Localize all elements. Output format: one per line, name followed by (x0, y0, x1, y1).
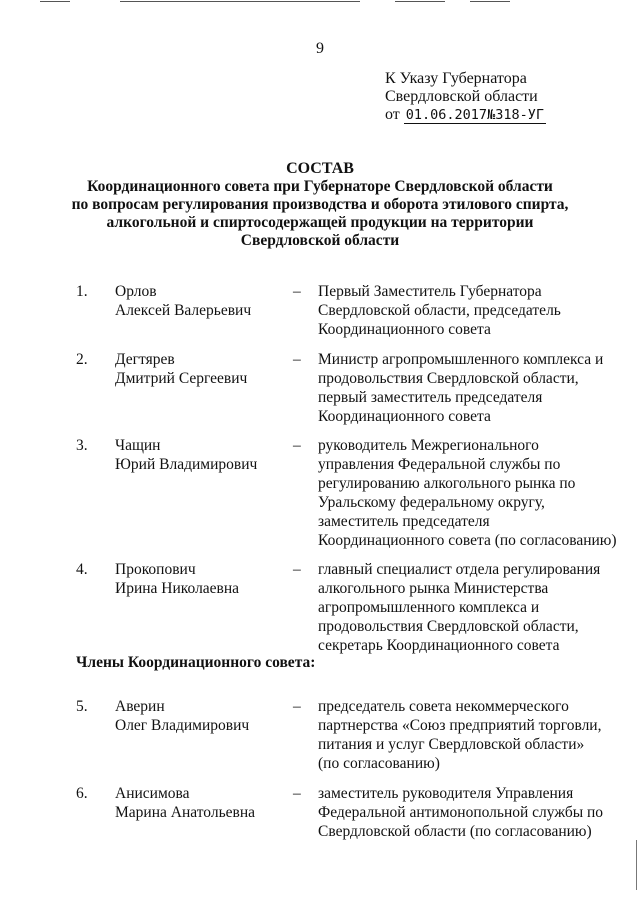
decree-date-value: 01.06.2017 (405, 107, 488, 123)
scan-edge-right (636, 840, 637, 890)
scan-edge-top (0, 0, 640, 6)
member-surname: Аверин (115, 698, 165, 715)
member-number: 4. (76, 561, 88, 578)
member-name (115, 784, 255, 822)
decree-number: 318-УГ (495, 107, 544, 123)
title-line-2: по вопросам регулирования производства и оборота этилового спирта, (71, 196, 569, 213)
member-role-line: секретарь Координационного совета (318, 637, 560, 654)
member-role-line: алкогольного рынка Министерства (318, 580, 549, 597)
member-role (318, 436, 617, 550)
member-role (318, 560, 613, 655)
title-line-3: алкогольной и спиртосодержащей продукции на территории (106, 214, 534, 231)
member-dash: – (293, 283, 301, 300)
member-role (318, 350, 613, 426)
member-name (115, 436, 257, 474)
member-role-line: руководитель Межрегионального (318, 437, 539, 454)
member-role-line: Свердловской области (по согласованию) (318, 823, 592, 840)
title-main: СОСТАВ (286, 160, 354, 177)
member-role (318, 697, 613, 773)
member-role-line: агропромышленного комплекса и (318, 599, 540, 616)
member-number: 5. (76, 698, 88, 715)
member-given-name: Ирина Николаевна (115, 580, 240, 597)
member-name (115, 350, 247, 388)
member-role-line: питания и услуг Свердловской области» (318, 736, 585, 753)
title-line-1: Координационного совета при Губернаторе Свердловской области (87, 178, 553, 195)
member-given-name: Дмитрий Сергеевич (115, 370, 248, 387)
title-line-4: Свердловской области (240, 232, 400, 249)
member-role-line: Координационного совета (318, 408, 491, 425)
member-surname: Анисимова (115, 785, 190, 802)
member-role-line: продовольствия Свердловской области, (318, 370, 579, 387)
member-dash: – (293, 698, 301, 715)
member-number: 2. (76, 351, 88, 368)
member-name (115, 282, 251, 320)
member-number: 1. (76, 283, 88, 300)
member-dash: – (293, 351, 301, 368)
member-role-line: главный специалист отдела регулирования (318, 561, 601, 578)
member-role-line: Свердловской области, председатель (318, 302, 561, 319)
member-name (115, 560, 239, 598)
decree-line-2: Свердловской области (385, 88, 538, 105)
member-role-line: регулированию алкогольного рынка по (318, 475, 576, 492)
member-dash: – (293, 785, 301, 802)
member-role-line: заместитель председателя (318, 513, 490, 530)
member-name (115, 697, 249, 735)
page-number: 9 (316, 40, 324, 57)
member-role-line: управления Федеральной службы по (318, 456, 561, 473)
member-role-line: председатель совета некоммерческого (318, 698, 569, 715)
member-given-name: Олег Владимирович (115, 717, 250, 734)
member-dash: – (293, 561, 301, 578)
member-surname: Прокопович (115, 561, 196, 578)
member-role-line: продовольствия Свердловской области, (318, 618, 579, 635)
decree-reference (385, 70, 546, 124)
member-role-line: Координационного совета (318, 321, 491, 338)
member-surname: Дегтярев (115, 351, 175, 368)
decree-date (404, 107, 546, 124)
member-dash: – (293, 437, 301, 454)
member-surname: Чащин (115, 437, 161, 454)
decree-line-1: К Указу Губернатора (385, 70, 527, 87)
member-role-line: первый заместитель председателя (318, 389, 543, 406)
member-given-name: Алексей Валерьевич (115, 302, 252, 319)
member-role-line: заместитель руководителя Управления (318, 785, 574, 802)
member-role-line: Уральскому федеральному округу, (318, 494, 545, 511)
member-number: 6. (76, 785, 88, 802)
member-role-line: Министр агропромышленного комплекса и (318, 351, 604, 368)
section-heading: Члены Координационного совета: (76, 654, 316, 671)
member-role-line: партнерства «Союз предприятий торговли, (318, 717, 602, 734)
member-given-name: Марина Анатольевна (115, 804, 256, 821)
member-role-line: Первый Заместитель Губернатора (318, 283, 542, 300)
member-surname: Орлов (115, 283, 157, 300)
member-role-line: Федеральной антимонопольной службы по (318, 804, 604, 821)
decree-from-label: от (385, 106, 400, 123)
member-role-line: (по согласованию) (318, 755, 440, 772)
member-role (318, 784, 613, 841)
member-number: 3. (76, 437, 88, 454)
decree-number-label: № (487, 107, 496, 123)
document-title (60, 160, 580, 250)
member-role (318, 282, 613, 339)
member-given-name: Юрий Владимирович (115, 456, 258, 473)
member-role-line: Координационного совета (по согласованию) (318, 532, 617, 549)
decree-date-line (385, 106, 546, 124)
